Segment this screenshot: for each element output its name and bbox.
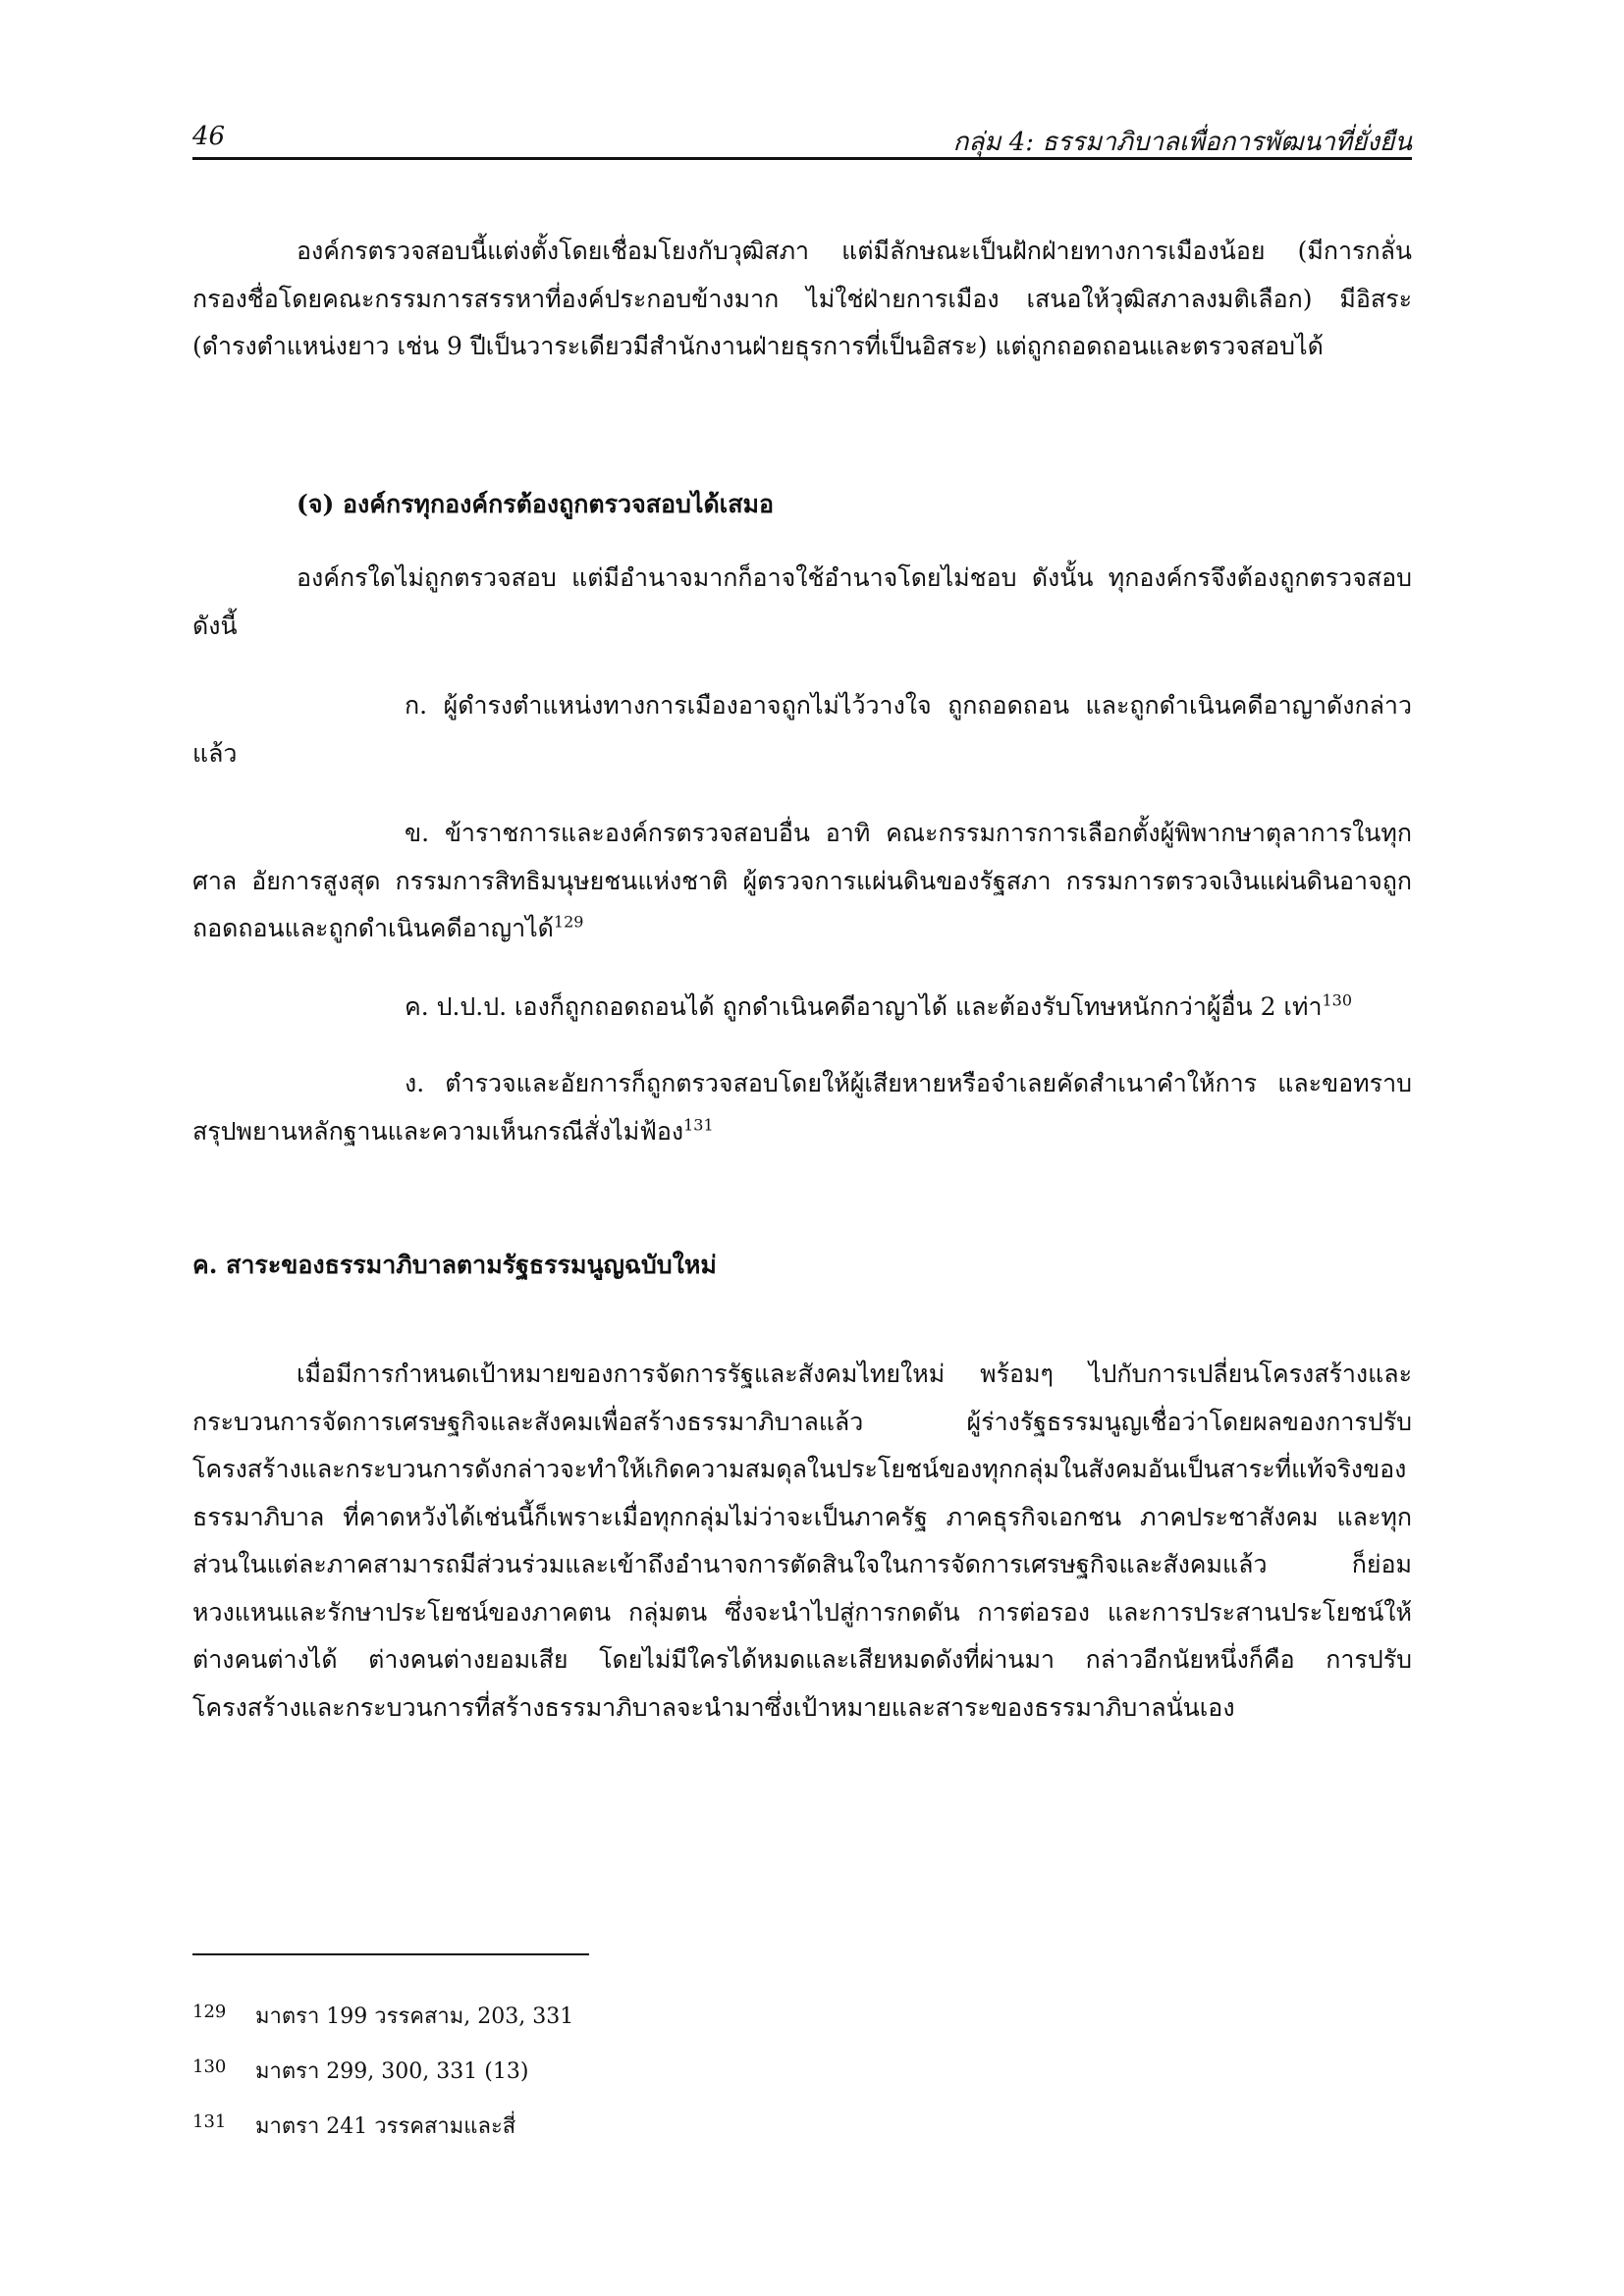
section-heading: ค. สาระของธรรมาภิบาลตามรัฐธรรมนูญฉบับใหม่ bbox=[192, 1251, 717, 1279]
page-header bbox=[192, 118, 1412, 157]
footnote-number: 131 bbox=[192, 2111, 227, 2132]
list-item-kho-khwai-text: ค. ป.ป.ป. เองก็ถูกถอดถอนได้ ถูกดำเนินคดีอาญาได้ และต้องรับโทษหนักกว่าผู้อื่น 2 เท่า bbox=[405, 992, 1323, 1021]
footnote-ref-130: 130 bbox=[1322, 990, 1353, 1010]
subheading-always-audited: (จ) องค์กรทุกองค์กรต้องถูกตรวจสอบได้เสมอ bbox=[297, 490, 774, 518]
header-rule bbox=[192, 157, 1412, 160]
list-item-ngo-text: ง. ตำรวจและอัยการก็ถูกตรวจสอบโดยให้ผู้เสียหายหรือจำเลยคัดสำเนาคำให้การ และขอทราบสรุปพยานหลักฐานและความเห็นกรณีสั่งไม่ฟ้อง bbox=[192, 1069, 1412, 1146]
list-item-kho bbox=[192, 810, 1412, 953]
footnote-ref-129: 129 bbox=[553, 912, 584, 932]
paragraph-oversight-body: องค์กรตรวจสอบนี้แต่งตั้งโดยเชื่อมโยงกับวุฒิสภา แต่มีลักษณะเป็นฝักฝ่ายทางการเมืองน้อย (มีการกลั่นกรองชื่อโดยคณะกรรมการสรรหาที่องค์ประกอบข้างมาก ไม่ใช่ฝ่ายการเมือง เสนอให้วุฒิสภาลงมติเลือก) มีอิสระ (ดำรงตำแหน่งยาว เช่น 9 ปีเป็นวาระเดียวมีสำนักงานฝ่ายธุรการที่เป็นอิสระ) แต่ถูกถอดถอนและตรวจสอบได้ bbox=[192, 237, 1412, 360]
footnote-ref-131: 131 bbox=[683, 1115, 714, 1135]
running-title: กลุ่ม 4: ธรรมาภิบาลเพื่อการพัฒนาที่ยั่งยืน bbox=[952, 128, 1412, 157]
paragraph-good-governance-essence: เมื่อมีการกำหนดเป้าหมายของการจัดการรัฐและสังคมไทยใหม่ พร้อมๆ ไปกับการเปลี่ยนโครงสร้างและกระบวนการจัดการเศรษฐกิจและสังคมเพื่อสร้างธรรมาภิบาลแล้ว ผู้ร่างรัฐธรรมนูญเชื่อว่าโดยผลของการปรับโครงสร้างและกระบวนการดังกล่าวจะทำให้เกิดความสมดุลในประโยชน์ของทุกกลุ่มในสังคมอันเป็นสาระที่แท้จริงของธรรมาภิบาล ที่คาดหวังได้เช่นนี้ก็เพราะเมื่อทุกกลุ่มไม่ว่าจะเป็นภาครัฐ ภาคธุรกิจเอกชน ภาคประชาสังคม และทุกส่วนในแต่ละภาคสามารถมีส่วนร่วมและเข้าถึงอำนาจการตัดสินใจในการจัดการเศรษฐกิจและสังคมแล้ว ก็ย่อมหวงแหนและรักษาประโยชน์ของภาคตน กลุ่มตน ซึ่งจะนำไปสู่การกดดัน การต่อรอง และการประสานประโยชน์ให้ต่างคนต่างได้ ต่างคนต่างยอมเสีย โดยไม่มีใครได้หมดและเสียหมดดังที่ผ่านมา กล่าวอีกนัยหนึ่งก็คือ การปรับโครงสร้างและกระบวนการที่สร้างธรรมาภิบาลจะนำมาซึ่งเป้าหมายและสาระของธรรมาภิบาลนั่นเอง bbox=[192, 1360, 1412, 1722]
footnote-text: มาตรา 241 วรรคสามและสี่ bbox=[255, 2114, 516, 2139]
footnote-text: มาตรา 199 วรรคสาม, 203, 331 bbox=[255, 2004, 574, 2029]
footnote-131 bbox=[192, 2108, 880, 2142]
footnote-text: มาตรา 299, 300, 331 (13) bbox=[255, 2059, 529, 2084]
page-number: 46 bbox=[192, 122, 226, 151]
footnote-number: 129 bbox=[192, 2002, 227, 2022]
footnote-130 bbox=[192, 2053, 880, 2087]
list-item-ngo bbox=[192, 1060, 1412, 1155]
list-item-ko: ก. ผู้ดำรงตำแหน่งทางการเมืองอาจถูกไม่ไว้วางใจ ถูกถอดถอน และถูกดำเนินคดีอาญาดังกล่าวแล้ว bbox=[192, 691, 1412, 768]
footnote-rule bbox=[192, 1953, 589, 1955]
list-item-kho-text: ข. ข้าราชการและองค์กรตรวจสอบอื่น อาทิ คณะกรรมการการเลือกตั้งผู้พิพากษาตุลาการในทุกศาล อัยการสูงสุด กรรมการสิทธิมนุษยชนแห่งชาติ ผู้ตรวจการแผ่นดินของรัฐสภา กรรมการตรวจเงินแผ่นดินอาจถูกถอดถอนและถูกดำเนินคดีอาญาได้ bbox=[192, 819, 1412, 942]
footnote-129 bbox=[192, 1998, 880, 2032]
list-item-kho-khwai bbox=[192, 984, 1412, 1032]
footnote-number: 130 bbox=[192, 2056, 227, 2077]
paragraph-all-audited: องค์กรใดไม่ถูกตรวจสอบ แต่มีอำนาจมากก็อาจใช้อำนาจโดยไม่ชอบ ดังนั้น ทุกองค์กรจึงต้องถูกตรวจสอบ ดังนี้ bbox=[192, 563, 1412, 640]
